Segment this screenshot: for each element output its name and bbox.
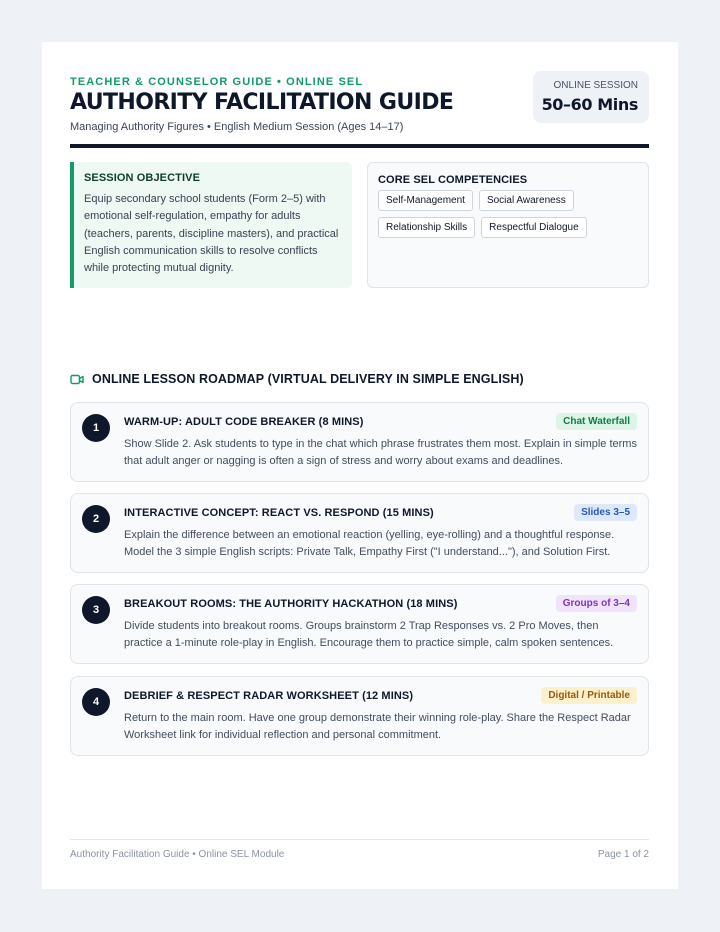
step-tag: Groups of 3–4 (556, 595, 637, 612)
session-objective-box (70, 162, 352, 288)
step-tag: Chat Waterfall (556, 413, 637, 430)
page-title: AUTHORITY FACILITATION GUIDE (70, 90, 454, 115)
step-title: BREAKOUT ROOMS: THE AUTHORITY HACKATHON (18 MINS) (124, 598, 458, 610)
step-description: Return to the main room. Have one group demonstrate their winning role-play. Share the Respect Radar Worksheet link for individual reflection and personal commitment. (124, 712, 631, 742)
competency-chip: Self-Management (378, 190, 473, 211)
roadmap-heading (70, 372, 524, 386)
step-number: 4 (82, 688, 110, 716)
objective-heading: SESSION OBJECTIVE (84, 172, 201, 184)
session-duration: 50–60 Mins (541, 95, 638, 114)
roadmap-step-2 (70, 493, 649, 573)
document-page (42, 42, 678, 889)
roadmap-step-3 (70, 584, 649, 664)
step-description: Divide students into breakout rooms. Groups brainstorm 2 Trap Responses vs. 2 Pro Moves, then practice a 1-minute role-play in English. Encourage them to practice simple, calm spoken sentences. (124, 620, 614, 650)
header-divider (70, 144, 649, 148)
core-competencies-box (367, 162, 649, 288)
roadmap-step-1 (70, 402, 649, 482)
competency-chip: Respectful Dialogue (481, 217, 587, 238)
roadmap-step-4 (70, 676, 649, 756)
footer-module-name: Authority Facilitation Guide • Online SEL Module (70, 849, 285, 860)
session-label: ONLINE SESSION (553, 80, 638, 91)
competencies-heading: CORE SEL COMPETENCIES (378, 174, 528, 186)
competency-chip: Relationship Skills (378, 217, 475, 238)
step-title: WARM-UP: ADULT CODE BREAKER (8 MINS) (124, 416, 364, 428)
step-number: 2 (82, 505, 110, 533)
step-title: DEBRIEF & RESPECT RADAR WORKSHEET (12 MINS) (124, 690, 414, 702)
step-title: INTERACTIVE CONCEPT: REACT VS. RESPOND (15 MINS) (124, 507, 434, 519)
roadmap-heading-text: ONLINE LESSON ROADMAP (VIRTUAL DELIVERY IN SIMPLE ENGLISH) (92, 372, 524, 386)
step-tag: Slides 3–5 (574, 504, 637, 521)
page-subtitle: Managing Authority Figures • English Medium Session (Ages 14–17) (70, 121, 404, 133)
page-number: Page 1 of 2 (597, 849, 649, 860)
competency-chip-list (378, 190, 608, 244)
step-number: 1 (82, 414, 110, 442)
objective-text: Equip secondary school students (Form 2–5) with emotional self-regulation, empathy for adults (teachers, parents, discipline masters), and practical English communication skills to resolve conflicts while protecting mutual dignity. (84, 193, 339, 275)
footer-divider (70, 839, 649, 840)
eyebrow-label: TEACHER & COUNSELOR GUIDE • ONLINE SEL (70, 76, 364, 88)
video-camera-icon (70, 374, 84, 385)
step-tag: Digital / Printable (541, 687, 637, 704)
step-number: 3 (82, 596, 110, 624)
competency-chip: Social Awareness (479, 190, 574, 211)
step-description: Show Slide 2. Ask students to type in the chat which phrase frustrates them most. Explain in simple terms that adult anger or nagging is often a sign of stress and worry about exams and deadlines. (124, 438, 637, 468)
step-description: Explain the difference between an emotional reaction (yelling, eye-rolling) and a thoughtful response. Model the 3 simple English scripts: Private Talk, Empathy First ("I understand..."), and Solution First. (124, 529, 615, 559)
session-duration-badge (533, 71, 649, 123)
